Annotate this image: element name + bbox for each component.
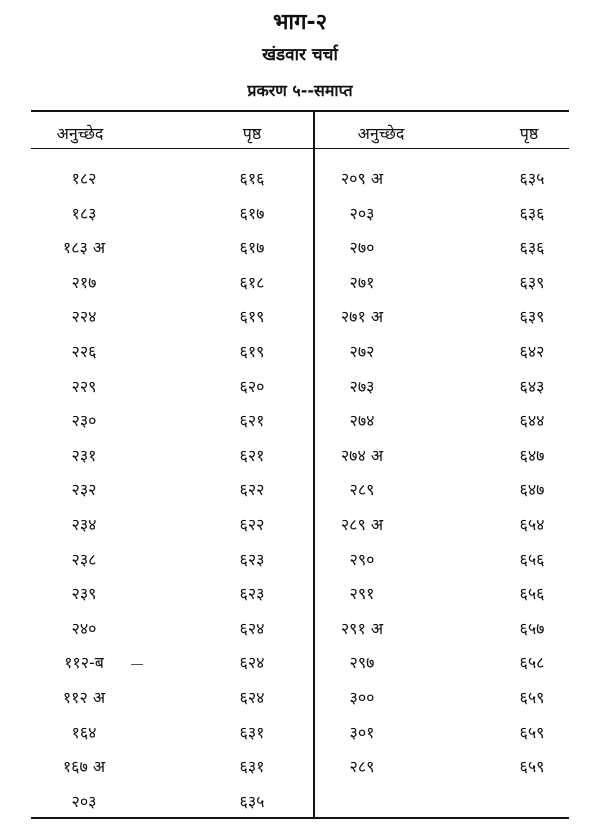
right-page-cell: ६४४ (519, 411, 545, 430)
right-page-cell: ६३६ (519, 204, 545, 223)
left-page-cell: ६२० (239, 377, 265, 396)
left-page-cell: ६१६ (239, 169, 265, 188)
left-page-cell: ६२१ (239, 411, 265, 430)
left-para-cell: २३० (71, 411, 97, 430)
left-page-cell: ६३५ (239, 792, 265, 811)
left-page-cell: ६२२ (239, 480, 265, 499)
right-page-cell: ६५७ (519, 619, 545, 638)
left-page-cell: ६१९ (239, 342, 265, 361)
table-header-rule (31, 148, 569, 149)
right-page-cell: ६४७ (519, 446, 545, 465)
left-para-cell: १८३ अ (62, 238, 106, 257)
left-page-cell: ६१७ (239, 204, 265, 223)
table-top-rule (31, 110, 569, 112)
left-page-cell: ६२३ (239, 584, 265, 603)
left-para-cell: १८२ (71, 169, 97, 188)
right-para-cell: २७४ (349, 411, 375, 430)
left-para-cell: ११२ अ (62, 688, 106, 707)
right-page-cell: ६५८ (519, 653, 545, 672)
left-page-cell: ६३१ (239, 723, 265, 742)
right-page-cell: ६४३ (519, 377, 545, 396)
right-para-cell: २९० (349, 550, 375, 569)
right-para-cell: ३०० (349, 688, 375, 707)
left-para-cell: १८३ (71, 204, 97, 223)
right-para-cell: ३०१ (349, 723, 375, 742)
right-page-header: पृष्ठ (519, 124, 539, 143)
right-para-cell: २७१ अ (340, 307, 384, 326)
table-column-divider (313, 111, 315, 818)
right-para-cell: २८९ अ (340, 515, 384, 534)
left-para-cell: २३८ (71, 550, 97, 569)
left-para-cell: २४० (71, 619, 97, 638)
left-page-cell: ६२४ (239, 688, 265, 707)
right-page-cell: ६३५ (519, 169, 545, 188)
right-page-cell: ६५९ (519, 757, 545, 776)
left-para-header: अनुच्छेद (56, 124, 104, 143)
left-page-cell: ६२२ (239, 515, 265, 534)
part-title: भाग-२ (272, 10, 328, 35)
right-page-cell: ६५९ (519, 723, 545, 742)
left-page-cell: ६१७ (239, 238, 265, 257)
right-page-cell: ६४७ (519, 480, 545, 499)
left-para-cell: २२४ (71, 307, 97, 326)
left-para-cell: २३४ (71, 515, 97, 534)
right-page-cell: ६५९ (519, 688, 545, 707)
right-para-cell: २९७ (349, 653, 375, 672)
right-page-cell: ६५६ (519, 550, 545, 569)
right-para-cell: २७० (349, 238, 375, 257)
right-para-cell: २७४ अ (340, 446, 384, 465)
right-para-cell: २७१ (349, 273, 375, 292)
table-bottom-rule (31, 817, 569, 819)
left-page-cell: ६२१ (239, 446, 265, 465)
left-para-cell: २२९ (71, 377, 97, 396)
left-para-cell: १६७ अ (62, 757, 106, 776)
left-para-cell: २०३ (71, 792, 97, 811)
right-para-cell: २९१ अ (340, 619, 384, 638)
left-page-cell: ६२३ (239, 550, 265, 569)
stray-mark (131, 664, 143, 665)
right-page-cell: ६५४ (519, 515, 545, 534)
left-page-cell: ६३१ (239, 757, 265, 776)
left-page-cell: ६२४ (239, 619, 265, 638)
right-page-cell: ६३९ (519, 273, 545, 292)
left-para-cell: २१७ (71, 273, 97, 292)
left-para-cell: २३१ (71, 446, 97, 465)
chapter-title: प्रकरण ५--समाप्त (247, 81, 353, 100)
left-page-cell: ६१८ (239, 273, 265, 292)
right-para-cell: २८९ (349, 480, 375, 499)
left-para-cell: २३९ (71, 584, 97, 603)
right-page-cell: ६३९ (519, 307, 545, 326)
right-page-cell: ६४२ (519, 342, 545, 361)
right-para-cell: २७३ (349, 377, 375, 396)
left-page-cell: ६१९ (239, 307, 265, 326)
right-para-cell: २७२ (349, 342, 375, 361)
right-para-cell: २९१ (349, 584, 375, 603)
left-para-cell: २२६ (71, 342, 97, 361)
right-para-cell: २०३ (349, 204, 375, 223)
left-page-header: पृष्ठ (242, 124, 262, 143)
right-para-cell: २०९ अ (340, 169, 384, 188)
section-title: खंडवार चर्चा (262, 45, 338, 65)
right-para-cell: २८९ (349, 757, 375, 776)
left-para-cell: २३२ (71, 480, 97, 499)
left-para-cell: ११२-ब (64, 653, 104, 672)
right-page-cell: ६५६ (519, 584, 545, 603)
right-page-cell: ६३६ (519, 238, 545, 257)
left-page-cell: ६२४ (239, 653, 265, 672)
right-para-header: अनुच्छेद (357, 124, 405, 143)
left-para-cell: १६४ (71, 723, 97, 742)
